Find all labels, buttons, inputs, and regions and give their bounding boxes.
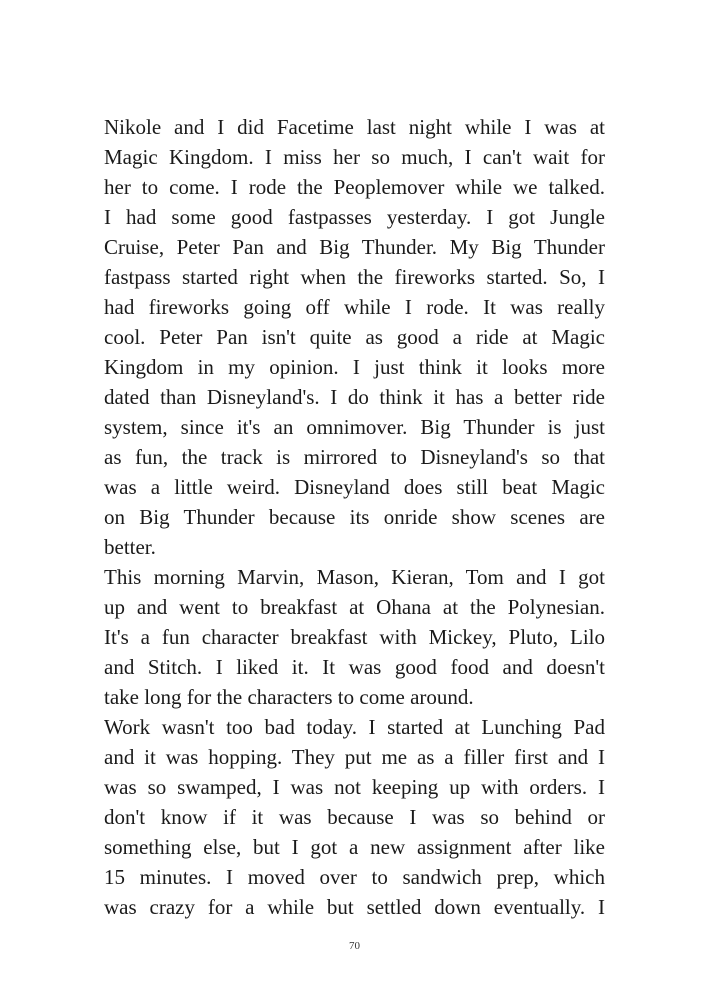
text-line: fastpass started right when the fireworks started. So, I — [104, 265, 605, 289]
text-line: dated than Disneyland's. I do think it has a better ride — [104, 385, 605, 409]
page-number: 70 — [349, 940, 360, 952]
text-line: had fireworks going off while I rode. It was really — [104, 295, 605, 319]
text-line: as fun, the track is mirrored to Disneyland's so that — [104, 445, 605, 469]
text-line: Cruise, Peter Pan and Big Thunder. My Big Thunder — [104, 235, 605, 259]
text-line: and Stitch. I liked it. It was good food and doesn't — [104, 655, 605, 679]
text-line: and it was hopping. They put me as a filler first and I — [104, 745, 605, 769]
text-line: 15 minutes. I moved over to sandwich prep, which — [104, 865, 605, 889]
text-line: up and went to breakfast at Ohana at the Polynesian. — [104, 595, 605, 619]
text-line: It's a fun character breakfast with Mickey, Pluto, Lilo — [104, 625, 605, 649]
text-line: Nikole and I did Facetime last night while I was at — [104, 115, 605, 139]
body-text — [104, 112, 605, 922]
text-line: something else, but I got a new assignment after like — [104, 835, 605, 859]
text-line: Magic Kingdom. I miss her so much, I can't wait for — [104, 145, 605, 169]
text-line: system, since it's an omnimover. Big Thunder is just — [104, 415, 605, 439]
text-line: take long for the characters to come around. — [104, 685, 474, 709]
text-line: her to come. I rode the Peoplemover while we talked. — [104, 175, 605, 199]
text-line: Kingdom in my opinion. I just think it looks more — [104, 355, 605, 379]
text-line: Work wasn't too bad today. I started at Lunching Pad — [104, 715, 605, 739]
text-line: was a little weird. Disneyland does still beat Magic — [104, 475, 605, 499]
text-line: better. — [104, 535, 156, 559]
text-line: on Big Thunder because its onride show scenes are — [104, 505, 605, 529]
text-line: don't know if it was because I was so behind or — [104, 805, 605, 829]
text-line: I had some good fastpasses yesterday. I got Jungle — [104, 205, 605, 229]
text-line: cool. Peter Pan isn't quite as good a ride at Magic — [104, 325, 605, 349]
text-line: was crazy for a while but settled down eventually. I — [104, 895, 605, 919]
text-line: This morning Marvin, Mason, Kieran, Tom and I got — [104, 565, 605, 589]
text-line: was so swamped, I was not keeping up with orders. I — [104, 775, 605, 799]
